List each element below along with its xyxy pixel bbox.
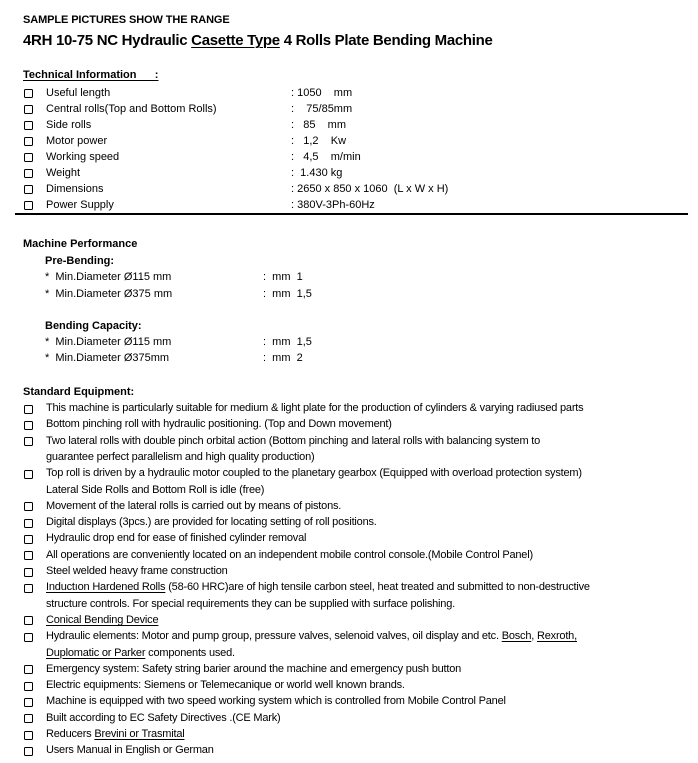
equipment-item-text — [46, 547, 533, 563]
spec-value: : 1050 mm — [291, 87, 353, 99]
text-segment: structure controls. For special requirements they can be supplied with surface polishing. — [46, 597, 455, 610]
performance-row — [45, 350, 688, 366]
bullet-square-icon — [24, 698, 33, 707]
equipment-list — [23, 400, 688, 759]
equipment-item-text — [46, 742, 214, 758]
bullet-square-icon — [24, 470, 33, 479]
machine-performance-heading: Machine Performance — [23, 238, 138, 250]
divider-line — [15, 213, 688, 215]
equipment-item — [23, 677, 688, 693]
equipment-item-text — [46, 579, 590, 612]
text-segment: Bosch — [501, 630, 532, 643]
equipment-item-text — [46, 416, 392, 432]
equipment-item-text — [46, 661, 461, 677]
text-segment: Emergency system: Safety string barier around the machine and emergency push button — [46, 662, 462, 675]
bullet-square-icon — [24, 437, 33, 446]
spec-label: Weight — [46, 167, 81, 179]
equipment-line — [46, 449, 540, 465]
spec-row — [23, 165, 688, 181]
equipment-item — [23, 514, 688, 530]
performance-subheading: Bending Capacity: — [45, 319, 142, 332]
spec-label: Working speed — [46, 151, 120, 163]
text-segment: guarantee perfect parallelism and high quality production) — [46, 450, 315, 463]
equipment-item-text — [46, 563, 228, 579]
equipment-item — [23, 693, 688, 709]
equipment-item — [23, 498, 688, 514]
bullet-square-icon — [24, 405, 33, 414]
spec-label: Dimensions — [46, 183, 104, 195]
performance-subheading: Pre-Bending: — [45, 255, 115, 267]
equipment-item-text — [46, 433, 540, 466]
spec-label: Central rolls(Top and Bottom Rolls) — [46, 103, 217, 115]
text-segment: Hydraulic elements: Motor and pump group, pressure valves, selenoid valves, oil display and etc. — [46, 630, 502, 643]
spec-label: Useful length — [46, 87, 111, 99]
performance-label: * Min.Diameter Ø375 mm — [45, 287, 173, 300]
equipment-item — [23, 710, 688, 726]
equipment-line — [46, 628, 577, 644]
text-segment: 4RH 10-75 NC Hydraulic — [23, 32, 192, 49]
equipment-item-text — [46, 628, 577, 661]
equipment-item — [23, 579, 688, 612]
equipment-item-text — [46, 693, 506, 709]
bullet-square-icon — [24, 421, 33, 430]
performance-row — [45, 286, 688, 302]
text-segment: Conical Bending Device — [46, 613, 159, 626]
text-segment: Two lateral rolls with double pinch orbital action (Bottom pinching and lateral rolls with balancing system to — [46, 434, 541, 447]
page-title — [23, 31, 688, 50]
text-segment: Casette Type — [191, 32, 280, 49]
text-segment: Brevini or Trasmital — [94, 728, 185, 741]
equipment-line — [46, 742, 214, 758]
performance-label: * Min.Diameter Ø375mm — [45, 352, 170, 365]
bullet-square-icon — [24, 714, 33, 723]
equipment-line — [46, 416, 392, 432]
equipment-line — [46, 596, 590, 612]
bullet-square-icon — [24, 551, 33, 560]
text-segment: Rexroth, — [536, 630, 577, 643]
equipment-line — [46, 400, 583, 416]
equipment-line — [46, 547, 533, 563]
performance-value: : mm 1,5 — [263, 287, 312, 300]
equipment-item — [23, 726, 688, 742]
bullet-square-icon — [24, 201, 33, 210]
equipment-line — [46, 563, 228, 579]
performance-subsections — [23, 253, 688, 367]
spec-label: Power Supply — [46, 199, 114, 211]
spec-row — [23, 101, 688, 117]
equipment-item — [23, 742, 688, 758]
performance-value: : mm 2 — [263, 352, 303, 365]
text-segment: Lateral Side Rolls and Bottom Roll is idle (free) — [46, 483, 265, 496]
technical-info-list — [23, 85, 688, 213]
spec-row — [23, 117, 688, 133]
spec-row — [23, 133, 688, 149]
text-segment: , — [531, 630, 537, 643]
equipment-item — [23, 563, 688, 579]
equipment-line — [46, 433, 540, 449]
equipment-item — [23, 465, 688, 498]
equipment-item-text — [46, 514, 377, 530]
bullet-square-icon — [24, 153, 33, 162]
text-segment: Reducers — [46, 728, 95, 741]
text-segment: All operations are conveniently located on an independent mobile control console.(Mobile Control Panel) — [46, 548, 533, 561]
performance-label: * Min.Diameter Ø115 mm — [45, 336, 172, 349]
equipment-item — [23, 612, 688, 628]
document-kicker: SAMPLE PICTURES SHOW THE RANGE — [23, 14, 230, 26]
text-segment: (58-60 HRC)are of high tensile carbon steel, heat treated and submitted to non-destructive — [165, 581, 590, 594]
text-segment: Top roll is driven by a hydraulic motor coupled to the planetary gearbox (Equipped with overload protection system) — [46, 467, 582, 480]
bullet-square-icon — [24, 747, 33, 756]
equipment-line — [46, 661, 461, 677]
bullet-square-icon — [24, 105, 33, 114]
text-segment: Built according to EC Safety Directives .(CE Mark) — [46, 711, 281, 724]
spec-label: Motor power — [46, 135, 108, 147]
equipment-line — [46, 579, 590, 595]
spec-value: : 85 mm — [291, 119, 347, 131]
equipment-line — [46, 498, 341, 514]
text-segment: Duplomatic or Parker — [46, 646, 146, 659]
spec-row — [23, 181, 688, 197]
text-segment: 4 Rolls Plate Bending Machine — [279, 32, 493, 49]
bullet-square-icon — [24, 682, 33, 691]
equipment-item-text — [46, 710, 281, 726]
equipment-line — [46, 612, 158, 628]
text-segment: Electric equipments: Siemens or Telemecanique or world well known brands. — [46, 679, 405, 692]
spec-value: : 75/85mm — [291, 103, 353, 115]
equipment-item-text — [46, 726, 184, 742]
equipment-item — [23, 547, 688, 563]
bullet-square-icon — [24, 137, 33, 146]
technical-information-heading-text: Technical Information : — [23, 69, 159, 81]
bullet-square-icon — [24, 616, 33, 625]
bullet-square-icon — [24, 89, 33, 98]
equipment-line — [46, 482, 582, 498]
bullet-square-icon — [24, 185, 33, 194]
bullet-square-icon — [24, 502, 33, 511]
equipment-item — [23, 416, 688, 432]
bullet-square-icon — [24, 633, 33, 642]
text-segment: Movement of the lateral rolls is carried out by means of pistons. — [46, 499, 342, 512]
bullet-square-icon — [24, 535, 33, 544]
equipment-line — [46, 726, 184, 742]
equipment-item — [23, 530, 688, 546]
performance-label: * Min.Diameter Ø115 mm — [45, 271, 172, 284]
bullet-square-icon — [24, 121, 33, 130]
spec-row — [23, 85, 688, 101]
spec-value: : 1.430 kg — [291, 167, 343, 179]
bullet-square-icon — [24, 584, 33, 593]
equipment-item — [23, 400, 688, 416]
equipment-item-text — [46, 400, 583, 416]
technical-information-heading — [23, 68, 688, 82]
bullet-square-icon — [24, 731, 33, 740]
text-segment: components used. — [145, 646, 235, 659]
text-segment: Machine is equipped with two speed working system which is controlled from Mobile Control Panel — [46, 695, 506, 708]
bullet-square-icon — [24, 665, 33, 674]
performance-subsection — [23, 253, 688, 302]
equipment-line — [46, 530, 306, 546]
equipment-line — [46, 677, 405, 693]
performance-value: : mm 1 — [263, 271, 303, 284]
equipment-item-text — [46, 465, 582, 498]
equipment-item — [23, 628, 688, 661]
equipment-line — [46, 465, 582, 481]
spec-row — [23, 149, 688, 165]
spec-label: Side rolls — [46, 119, 92, 131]
equipment-line — [46, 693, 506, 709]
equipment-item — [23, 661, 688, 677]
equipment-item-text — [46, 530, 306, 546]
text-segment: This machine is particularly suitable for medium & light plate for the production of cylinders & varying radiused parts — [46, 402, 584, 415]
bullet-square-icon — [24, 568, 33, 577]
equipment-item — [23, 433, 688, 466]
text-segment: Inductıon Hardened Rolls — [46, 581, 166, 594]
spec-value: : 2650 x 850 x 1060 (L x W x H) — [291, 183, 449, 195]
text-segment: Digital displays (3pcs.) are provided for locating setting of roll positions. — [46, 516, 377, 529]
performance-row — [45, 334, 688, 350]
equipment-line — [46, 710, 281, 726]
text-segment: Hydraulic drop end for ease of finished cylinder removal — [46, 532, 307, 545]
equipment-item-text — [46, 498, 341, 514]
performance-row — [45, 269, 688, 285]
spec-value: : 1,2 Kw — [291, 135, 347, 147]
spec-value: : 4,5 m/min — [291, 151, 361, 163]
text-segment: Bottom pinching roll with hydraulic positioning. (Top and Down movement) — [46, 418, 392, 431]
spec-value: : 380V-3Ph-60Hz — [291, 199, 375, 211]
text-segment: Users Manual in English or German — [46, 744, 214, 757]
bullet-square-icon — [24, 169, 33, 178]
standard-equipment-heading: Standard Equipment: — [23, 385, 135, 398]
performance-subsection — [23, 318, 688, 367]
equipment-line — [46, 645, 577, 661]
equipment-item-text — [46, 612, 158, 628]
bullet-square-icon — [24, 519, 33, 528]
performance-value: : mm 1,5 — [263, 336, 312, 349]
equipment-item-text — [46, 677, 405, 693]
spec-row — [23, 197, 688, 213]
equipment-line — [46, 514, 377, 530]
text-segment: Steel welded heavy frame construction — [46, 565, 228, 578]
